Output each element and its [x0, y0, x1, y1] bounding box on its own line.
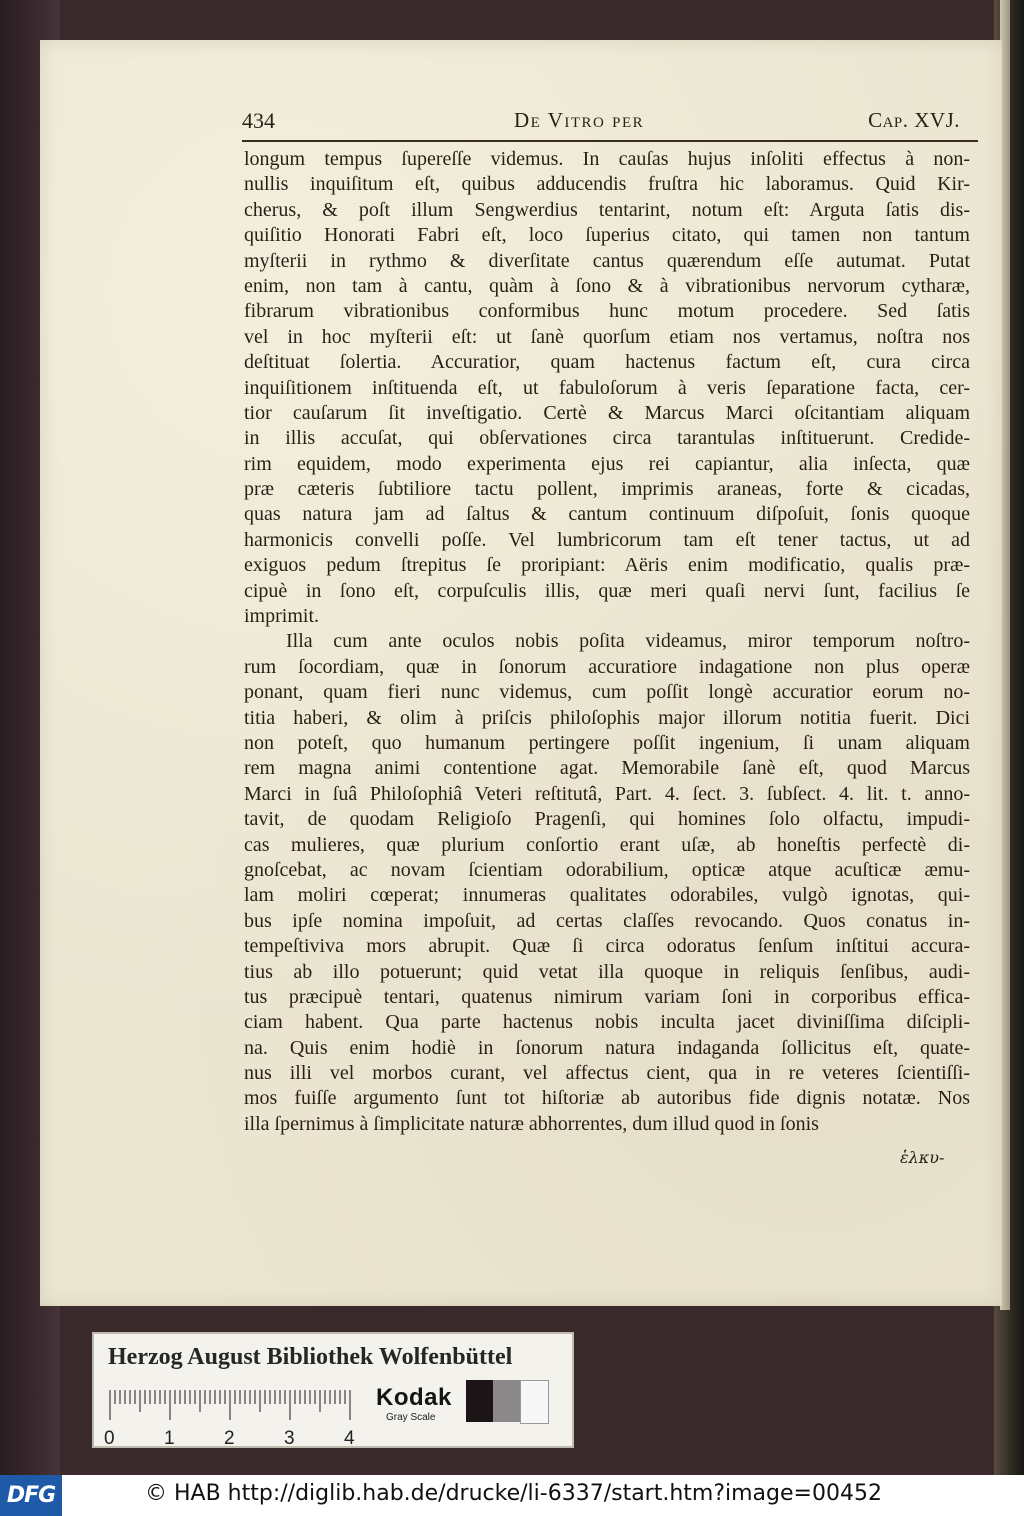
text-line: exiguos pedum ſtrepitus ſe proripiant: Aëris enim modificatio, qualis præ-: [244, 554, 970, 577]
text-line: inquiſitionem inſtituenda eſt, ut fabuloſorum à veris ſeparatione facta, cer-: [244, 376, 970, 399]
footer-bar: [0, 1475, 1024, 1516]
ruler-number: 1: [164, 1428, 175, 1449]
chapter-label: Cap. XVJ.: [868, 108, 960, 132]
text-line: non poteſt, quo humanum pertingere poſſit ingenium, ſi unam aliquam: [244, 731, 970, 754]
text-line: ponant, quam fieri nunc videmus, cum poſſit longè accuratior eorum no-: [244, 681, 970, 704]
text-line: illa ſpernimus à ſimplicitate naturæ abhorrentes, dum illud quod in ſonis: [244, 1112, 819, 1135]
text-line: fibrarum vibrationibus conformibus hunc motum procedere. Sed ſatis: [244, 300, 970, 323]
text-line: rum ſocordiam, quæ in ſonorum accuratiore indagatione non plus operæ: [244, 655, 970, 678]
text-line: na. Quis enim hodiè in ſonorum natura indaganda ſollicitus eſt, quate-: [244, 1036, 970, 1059]
institution-name: Herzog August Bibliothek Wolfenbüttel: [108, 1344, 513, 1370]
text-line: quiſitio Honorati Fabri eſt, loco ſuperius citato, qui tamen non tantum: [244, 224, 970, 247]
text-line: præ cæteris ſubtiliore tactu pollent, imprimis araneas, forte & cicadas,: [244, 478, 970, 501]
gray-swatch-mid: [493, 1380, 520, 1422]
text-line: in illis accuſat, qui obſervationes circa tarantulas inſtituerunt. Credide-: [244, 427, 970, 450]
text-line: gnoſcebat, ac novam ſcientiam odorabilium, opticæ atque acuſticæ æmu-: [244, 858, 970, 881]
text-line: deſtituat ſolertia. Accuratior, quam hactenus factum eſt, cura circa: [244, 351, 970, 374]
text-line: vel in hoc myſterii eſt: ut ſanè quorſum etiam nos vertamus, noſtra nos: [244, 325, 970, 348]
text-line: cas mulieres, quæ plurium conſortio erant uſæ, ab honeſtis perfectè di-: [244, 833, 970, 856]
text-line: titia haberi, & olim à priſcis philoſophis major illorum notitia fuerit. Dici: [244, 706, 970, 729]
text-line: nus illi vel morbos curant, vel affectus cient, qua in re veteres ſcientiſſi-: [244, 1062, 970, 1085]
gray-swatch-dark: [466, 1380, 493, 1422]
text-line: imprimit.: [244, 605, 319, 628]
running-head: [242, 108, 970, 138]
kodak-logo: Kodak: [376, 1384, 452, 1411]
text-line: tior cauſarum ſit inveſtigatio. Certè & Marcus Marci oſcitantiam aliquam: [244, 401, 970, 424]
gray-swatch-light: [520, 1380, 549, 1424]
text-line: cherus, & poſt illum Sengwerdius tentarint, notum eſt: Arguta ſatis dis-: [244, 198, 970, 221]
text-line: Illa cum ante oculos nobis poſita videamus, miror temporum noſtro-: [286, 630, 970, 653]
text-line: Marci in ſuâ Philoſophiâ Veteri reſtitutâ, Part. 4. ſect. 3. ſubſect. 4. lit. t. anno-: [244, 782, 970, 805]
ruler-number: 3: [284, 1428, 295, 1449]
text-line: myſterii in rythmo & diverſitate cantus quærendum eſſe autumat. Putat: [244, 249, 970, 272]
page-text: [244, 147, 970, 1137]
text-line: bus ipſe nomina impoſuit, ad certas claſſes revocando. Quos conatus in-: [244, 909, 970, 932]
copyright-link[interactable]: © HAB http://diglib.hab.de/drucke/li-6337/start.htm?image=00452: [145, 1481, 882, 1506]
text-line: rim equidem, modo experimenta ejus rei capiantur, alia inſecta, quæ: [244, 452, 970, 475]
ruler-number: 0: [104, 1428, 115, 1449]
dfg-logo: DFG: [0, 1475, 62, 1516]
page-number: 434: [242, 108, 275, 133]
ruler-number: 4: [344, 1428, 355, 1449]
text-line: cipuè in ſono eſt, corpuſculis illis, quæ meri quaſi nervi ſunt, facilius ſe: [244, 579, 970, 602]
text-line: rem magna animi contentione agat. Memorabile ſanè eſt, quod Marcus: [244, 757, 970, 780]
scan-reference-card: [92, 1332, 574, 1448]
text-line: lam moliri cœperat; innumeras qualitates odorabiles, vulgò ignotas, qui-: [244, 884, 970, 907]
text-line: longum tempus ſupereſſe videmus. In cauſas hujus inſoliti effectus à non-: [244, 148, 970, 170]
text-line: enim, non tam à cantu, quàm à ſono & à vibrationibus nervorum cytharæ,: [244, 274, 970, 297]
text-line: nullis inquiſitum eſt, quibus adducendis fruſtra hic laboramus. Quid Kir-: [244, 173, 970, 196]
catchword: ἑλκυ-: [900, 1148, 945, 1167]
gray-scale-label: Gray Scale: [386, 1412, 436, 1423]
ruler-number: 2: [224, 1428, 235, 1449]
text-line: ciam habent. Qua parte hactenus nobis inculta jacet diviniſſima diſcipli-: [244, 1011, 970, 1034]
text-line: mos fuiſſe argumento ſunt tot hiſtoriæ ab autoribus fide dignis notatæ. Nos: [244, 1087, 970, 1110]
running-title: De Vitro per: [514, 108, 645, 132]
header-rule: [242, 140, 978, 142]
text-line: tus præcipuè tentari, quatenus nimirum variam ſoni in corporibus effica-: [244, 985, 970, 1008]
text-line: harmonicis convelli poſſe. Vel lumbricorum tam eſt tener tactus, ut ad: [244, 528, 970, 551]
text-line: tius ab illo potuerunt; quid vetat illa quoque in reliquis ſenſibus, audi-: [244, 960, 970, 983]
ruler-numbers: [104, 1428, 368, 1449]
text-line: quas natura jam ad ſaltus & cantum continuum diſpoſuit, ſonis quoque: [244, 503, 970, 526]
text-line: tavit, de quodam Religioſo Pragenſi, qui homines ſolo olfactu, impudi-: [244, 808, 970, 831]
text-line: tempeſtiviva mors abrupit. Quæ ſi circa odoratus ſenſum inſtitui accura-: [244, 935, 970, 958]
